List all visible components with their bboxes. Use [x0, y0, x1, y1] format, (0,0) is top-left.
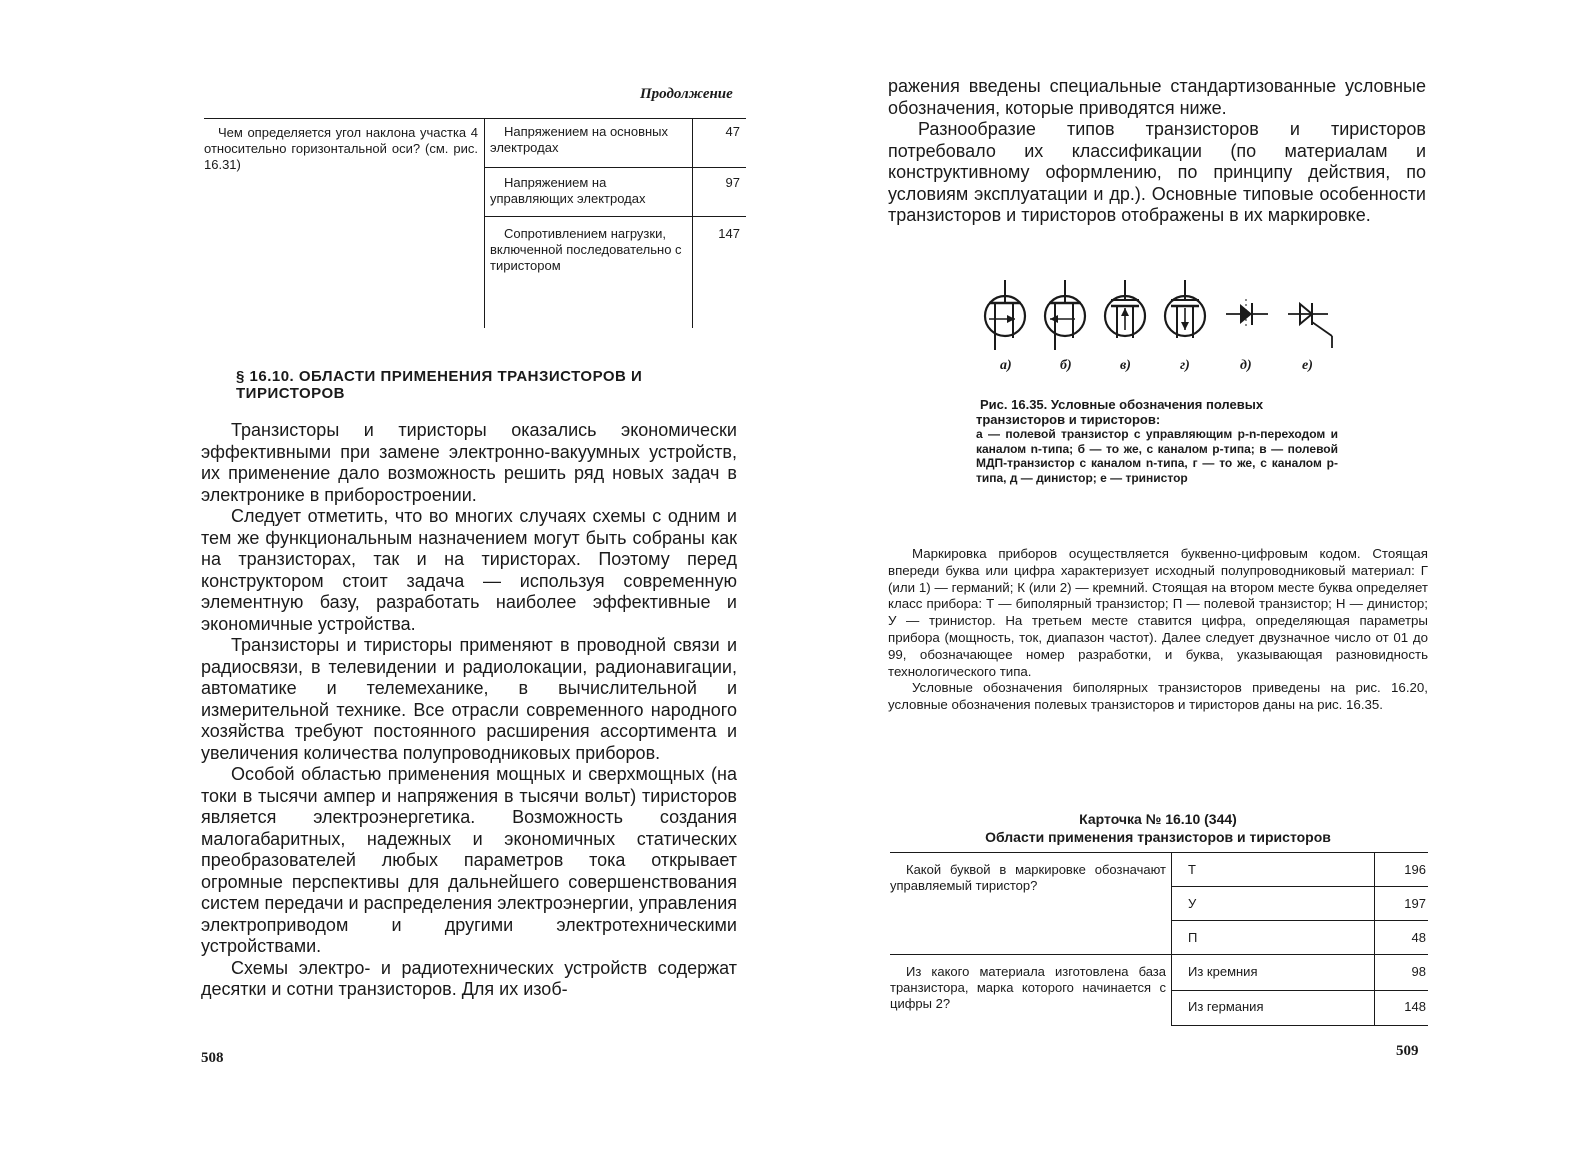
table-answer: Сопротивлением нагрузки, включенной последовательно с тиристором — [490, 226, 682, 273]
card-answer: У — [1188, 896, 1197, 911]
card-answer-number: 197 — [1404, 896, 1426, 911]
paragraph: Схемы электро- и радиотехнических устройств содержат десятки и сотни транзисторов. Для их изоб- — [201, 957, 737, 999]
figure-caption — [976, 397, 1338, 485]
paragraph: ражения введены специальные стандартизованные условные обозначения, которые приводятся ниже. — [888, 76, 1426, 118]
figure-caption-body: а — полевой транзистор с управляющим p-n-переходом и каналом n-типа; б — то же, с каналом p-типа; в — полевой МДП-транзистор с каналом n-типа, г — то же, с каналом p-типа, д — динистор; е — тринистор — [976, 427, 1338, 485]
jfet-p-channel-symbol — [1040, 278, 1090, 354]
card-subtitle: Области применения транзисторов и тиристоров — [985, 829, 1331, 845]
figure-label: д) — [1240, 358, 1252, 373]
table-answer-number: 97 — [725, 175, 740, 190]
figure-caption-title: Рис. 16.35. Условные обозначения полевых транзисторов и тиристоров: — [976, 397, 1264, 427]
mosfet-p-channel-symbol — [1160, 278, 1210, 354]
figure-label: е) — [1302, 358, 1313, 373]
paragraph: Разнообразие типов транзисторов и тиристоров потребовало их классификации (по материалам и конструктивному оформлению, по принципу действия, по условиям эксплуатации и др.). Основные типовые особенности транзисторов и тиристоров отображены в их маркировке. — [888, 119, 1426, 225]
card-answer-number: 148 — [1404, 999, 1426, 1014]
left-body-text — [201, 420, 737, 1001]
page-number-right: 509 — [1396, 1043, 1419, 1059]
paragraph: Маркировка приборов осуществляется буквенно-цифровым кодом. Стоящая впереди буква или цифра характеризует исходный полупроводниковый материал: Г (или 1) — германий; К (или 2) — кремний. Стоящая на втором месте буква определяет класс прибора: Т — биполярный транзистор; П — полевой транзистор; Н — динистор; У — тринистор. На третьем месте ставится цифра, определяющая параметры прибора (мощность, ток, диапазон частот). Далее следует двузначное число от 01 до 99, обозначающее номер разработки, и буква, указывающая разновидность технологического типа. — [888, 546, 1428, 679]
card-answer-number: 98 — [1411, 964, 1426, 979]
figure-label: а) — [1000, 358, 1012, 373]
continuation-label: Продолжение — [640, 86, 733, 102]
page-number-left: 508 — [201, 1050, 224, 1066]
mosfet-n-channel-symbol — [1100, 278, 1150, 354]
table-answer: Напряжением на основных электродах — [490, 124, 669, 155]
card-answer-number: 196 — [1404, 862, 1426, 877]
card-title — [888, 810, 1428, 846]
card-number: Карточка № 16.10 (344) — [1079, 811, 1237, 827]
table-answer-number: 147 — [718, 226, 740, 241]
marking-text — [888, 546, 1428, 714]
dinistor-symbol — [1226, 294, 1268, 334]
paragraph: Условные обозначения биполярных транзисторов приведены на рис. 16.20, условные обозначения полевых транзисторов и тиристоров даны на рис. 16.35. — [888, 680, 1428, 713]
table-answer: Напряжением на управляющих электродах — [490, 175, 646, 206]
card-answer: Из германия — [1188, 999, 1264, 1014]
card-answer: Из кремния — [1188, 964, 1258, 979]
trinistor-symbol — [1288, 294, 1342, 350]
paragraph: Транзисторы и тиристоры оказались экономически эффективными при замене электронно-вакуумных устройств, их применение дало возможность решить ряд новых задач в электронике в приборостроении. — [201, 420, 737, 505]
section-heading: § 16.10. ОБЛАСТИ ПРИМЕНЕНИЯ ТРАНЗИСТОРОВ И ТИРИСТОРОВ — [236, 368, 643, 402]
paragraph: Транзисторы и тиристоры применяют в проводной связи и радиосвязи, в телевидении и радиолокации, радионавигации, автоматике и телемеханике, в вычислительной и измерительной технике. Все отрасли современного народного хозяйства требуют постоянного расширения ассортимента и увеличения количества полупроводниковых приборов. — [201, 635, 737, 763]
table-question: Чем определяется угол наклона участка 4 относительно горизонтальной оси? (см. рис. 16.31) — [204, 125, 478, 172]
paragraph: Следует отметить, что во многих случаях схемы с одним и тем же функциональным назначением могут быть собраны как на транзисторах, так и на тиристорах. Поэтому перед конструктором стоит задача — используя современную элементную базу, разработать наиболее эффективные и экономичные устройства. — [201, 506, 737, 634]
figure-label: в) — [1120, 358, 1131, 373]
card-question: Какой буквой в маркировке обозначают управляемый тиристор? — [890, 862, 1166, 893]
card-question: Из какого материала изготовлена база транзистора, марка которого начинается с цифры 2? — [890, 964, 1166, 1011]
card-answer: Т — [1188, 862, 1196, 877]
paragraph: Особой областью применения мощных и сверхмощных (на токи в тысячи ампер и напряжения в тысячи вольт) тиристоров является электроэнергетика. Возможность создания малогабаритных, надежных и экономичных статических преобразователей любых параметров тока открывает огромные перспективы для дальнейшего совершенствования систем передачи и распределения электроэнергии, управления электроприводом и другими электротехническими устройствами. — [201, 764, 737, 956]
right-body-text — [888, 76, 1426, 227]
card-answer: П — [1188, 930, 1198, 945]
figure-label: г) — [1180, 358, 1190, 373]
card-answer-number: 48 — [1411, 930, 1426, 945]
jfet-n-channel-symbol — [980, 278, 1030, 354]
figure-label: б) — [1060, 358, 1072, 373]
table-answer-number: 47 — [725, 124, 740, 139]
